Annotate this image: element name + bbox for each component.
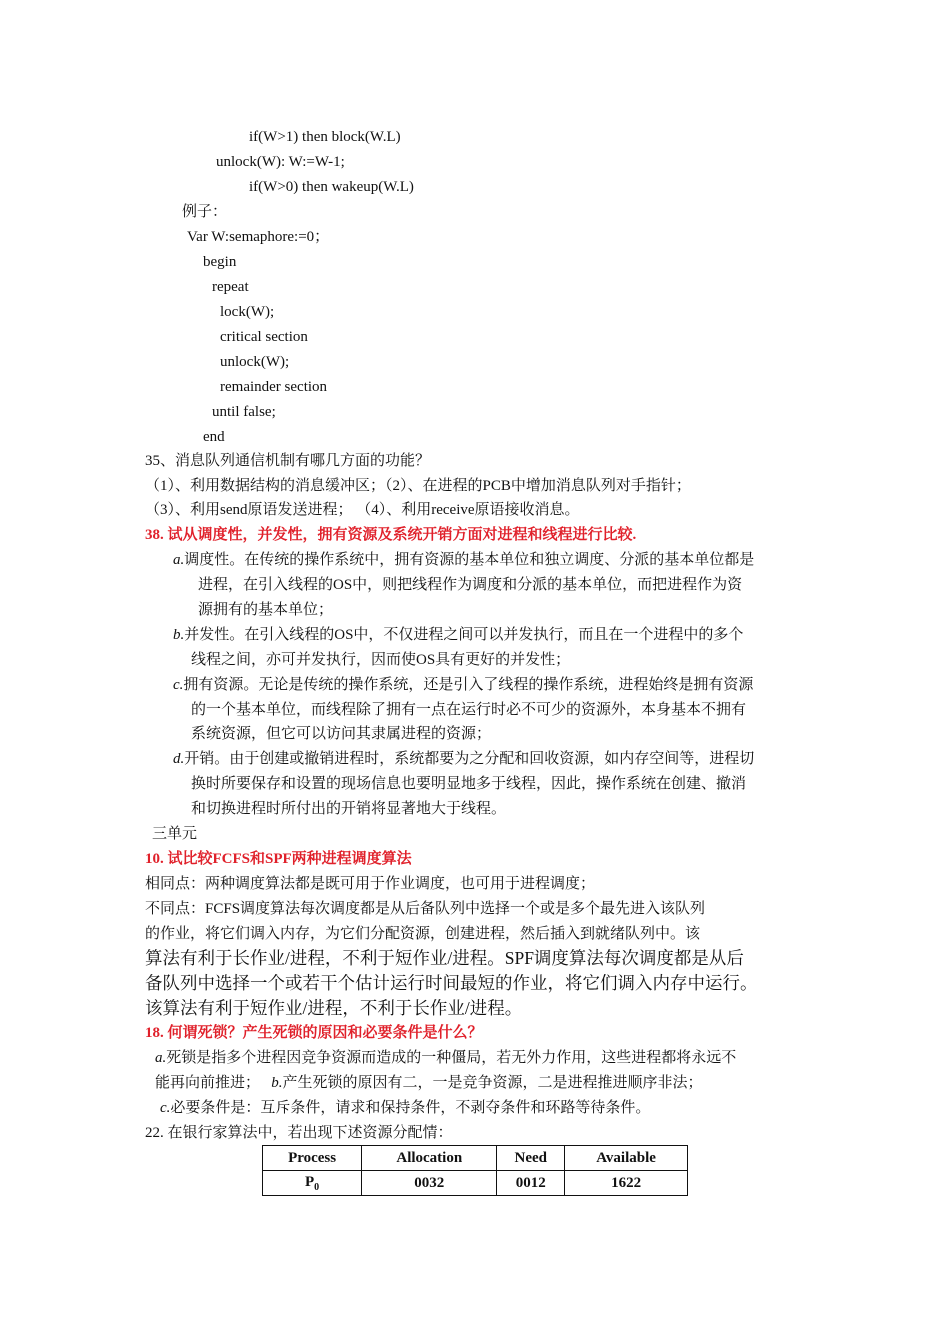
- answer-line: [173, 675, 753, 695]
- table-cell: 1622: [565, 1171, 688, 1196]
- code-line: remainder section: [220, 379, 328, 395]
- answer-line: 线程之间，亦可并发执行，因而使OS具有更好的并发性；: [191, 652, 571, 668]
- code-line: critical section: [220, 329, 308, 345]
- item-marker: a.: [155, 1050, 167, 1066]
- answer-line: 进程，在引入线程的OS中，则把线程作为调度和分派的基本单位，而把进程作为资: [198, 577, 743, 593]
- answer-line: 备队列中选择一个或若干个估计运行时间最短的作业，将它们调入内存中运行。: [145, 973, 758, 993]
- answer-line: [173, 625, 743, 645]
- answer-text: 拥有资源。无论是传统的操作系统，还是引入了线程的操作系统，进程始终是拥有资源: [183, 677, 754, 693]
- answer-text: 必要条件是：互斥条件，请求和保持条件，不剥夺条件和环路等待条件。: [170, 1100, 651, 1116]
- column-header: Available: [565, 1146, 688, 1171]
- answer-line: 系统资源，但它可以访问其隶属进程的资源；: [191, 726, 492, 742]
- answer-line: （1）、利用数据结构的消息缓冲区；（2）、在进程的PCB中增加消息队列对手指针；: [145, 478, 691, 494]
- answer-text: 能再向前推进；: [155, 1075, 261, 1091]
- code-line: if(W>1) then block(W.L): [249, 129, 401, 145]
- answer-line: 换时所要保存和设置的现场信息也要明显地多于线程，因此，操作系统在创建、撤消: [191, 776, 747, 792]
- table-cell: 0012: [497, 1171, 565, 1196]
- process-name: P: [305, 1173, 315, 1190]
- item-marker: d.: [173, 751, 185, 767]
- answer-line: [173, 550, 754, 570]
- code-line: begin: [203, 254, 237, 270]
- item-marker: b.: [173, 627, 185, 643]
- answer-text: 开销。由于创建或撤销进程时，系统都要为之分配和回收资源，如内存空间等，进程切: [184, 751, 755, 767]
- answer-line: [173, 749, 754, 769]
- table-cell: [263, 1171, 362, 1196]
- code-line: unlock(W);: [220, 354, 290, 370]
- resource-allocation-table: [262, 1145, 688, 1196]
- item-marker: c.: [173, 677, 184, 693]
- answer-line: 源拥有的基本单位；: [198, 602, 334, 618]
- answer-line: 和切换进程时所付出的开销将显著地大于线程。: [191, 801, 507, 817]
- code-line: repeat: [212, 279, 249, 295]
- answer-line: 算法有利于长作业/进程，不利于短作业/进程。SPF调度算法每次调度都是从后: [145, 948, 744, 968]
- answer-line: 的作业，将它们调入内存，为它们分配资源，创建进程，然后插入到就绪队列中。该: [145, 926, 701, 942]
- example-label: 例子：: [182, 204, 228, 220]
- table-cell: 0032: [362, 1171, 497, 1196]
- answer-line: 相同点：两种调度算法都是既可用于作业调度，也可用于进程调度；: [145, 876, 596, 892]
- answer-line: [155, 1073, 703, 1093]
- answer-line: 该算法有利于短作业/进程，不利于长作业/进程。: [145, 998, 523, 1018]
- code-line: lock(W);: [220, 304, 275, 320]
- answer-line: 不同点：FCFS调度算法每次调度都是从后备队列中选择一个或是多个最先进入该队列: [145, 901, 706, 917]
- column-header: Allocation: [362, 1146, 497, 1171]
- table-row: [263, 1171, 688, 1196]
- code-line: end: [203, 429, 225, 445]
- process-subscript: 0: [314, 1181, 320, 1193]
- item-marker: c.: [160, 1100, 171, 1116]
- question-38-title: 38. 试从调度性，并发性，拥有资源及系统开销方面对进程和线程进行比较.: [145, 527, 637, 543]
- answer-text: 并发性。在引入线程的OS中，不仅进程之间可以并发执行，而且在一个进程中的多个: [184, 627, 744, 643]
- answer-text: 产生死锁的原因有二，一是竞争资源，二是进程推进顺序非法；: [282, 1075, 703, 1091]
- item-marker: a.: [173, 552, 185, 568]
- question-35: 35、消息队列通信机制有哪几方面的功能？: [145, 453, 431, 469]
- answer-text: 调度性。在传统的操作系统中，拥有资源的基本单位和独立调度、分派的基本单位都是: [184, 552, 755, 568]
- item-marker: b.: [271, 1075, 283, 1091]
- section-heading: 三单元: [152, 826, 198, 842]
- table-header-row: [263, 1146, 688, 1171]
- answer-text: 死锁是指多个进程因竞争资源而造成的一种僵局，若无外力作用，这些进程都将永远不: [166, 1050, 737, 1066]
- answer-line: （3）、利用send原语发送进程； （4）、利用receive原语接收消息。: [145, 502, 580, 518]
- code-line: Var W:semaphore:=0；: [187, 229, 330, 245]
- question-22: 22. 在银行家算法中，若出现下述资源分配情：: [145, 1125, 453, 1141]
- answer-line: [155, 1048, 736, 1068]
- question-10-title: 10. 试比较FCFS和SPF两种进程调度算法: [145, 851, 412, 867]
- column-header: Need: [497, 1146, 565, 1171]
- answer-line: [160, 1098, 650, 1118]
- question-18-title: 18. 何谓死锁？产生死锁的原因和必要条件是什么？: [145, 1025, 483, 1041]
- code-line: if(W>0) then wakeup(W.L): [249, 179, 414, 195]
- code-line: unlock(W): W:=W-1;: [216, 154, 345, 170]
- code-line: until false;: [212, 404, 276, 420]
- column-header: Process: [263, 1146, 362, 1171]
- answer-line: 的一个基本单位，而线程除了拥有一点在运行时必不可少的资源外，本身基本不拥有: [191, 702, 747, 718]
